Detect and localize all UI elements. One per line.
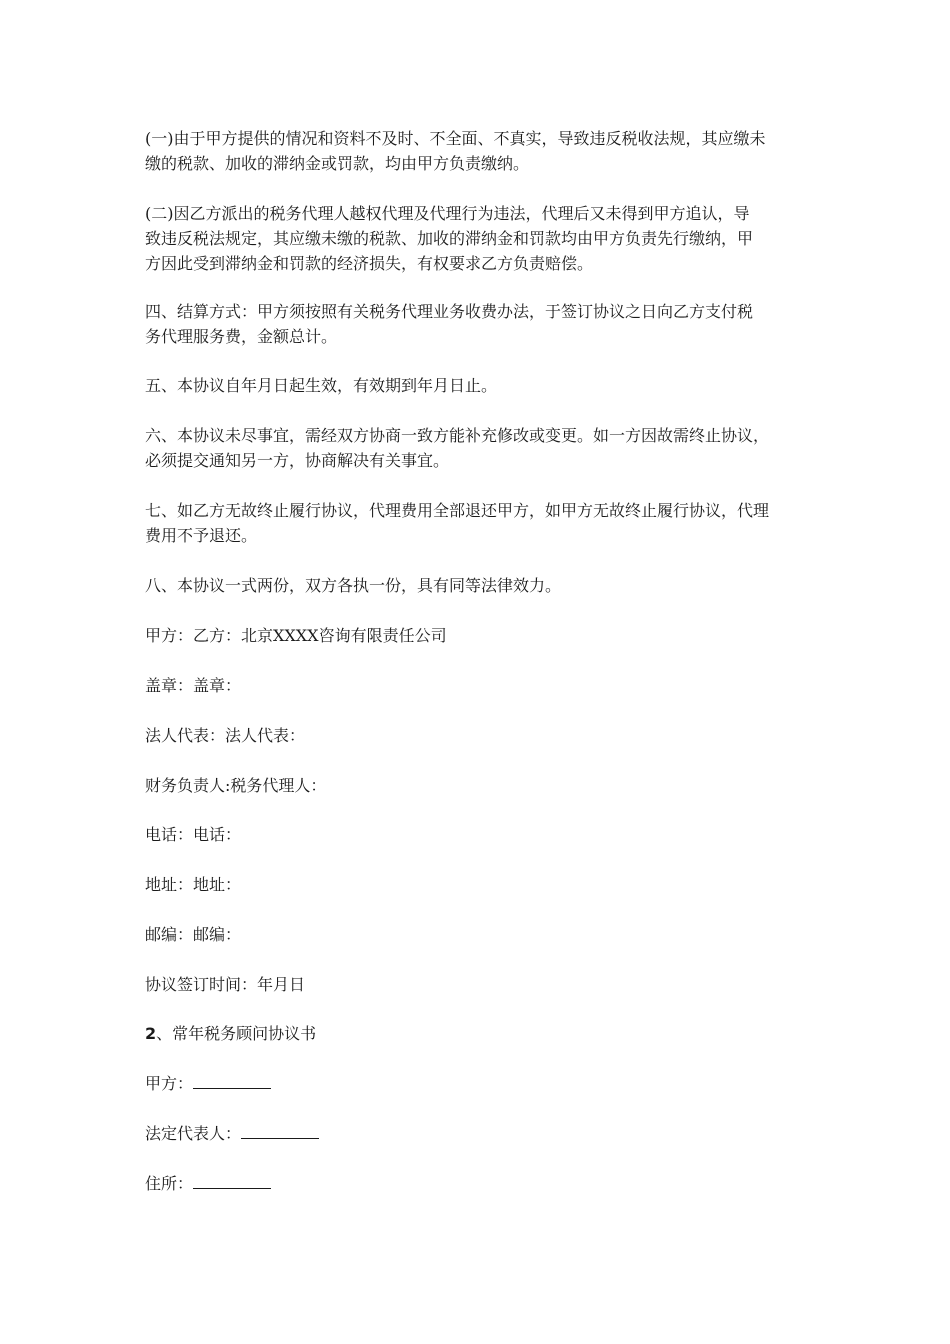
- paragraph-settlement: [145, 299, 810, 349]
- text-line: 六、本协议未尽事宜，需经双方协商一致方能补充修改或变更。如一方因故需终止协议，: [145, 426, 770, 445]
- text-line: 五、本协议自年月日起生效，有效期到年月日止。: [145, 376, 498, 395]
- signature-seal: [145, 673, 810, 698]
- text-line: 法人代表：法人代表：: [145, 726, 306, 745]
- signature-postcode: [145, 922, 810, 947]
- signature-date: [145, 972, 810, 997]
- text-line: 八、本协议一式两份，双方各执一份，具有同等法律效力。: [145, 576, 562, 595]
- text-line: 必须提交通知另一方，协商解决有关事宜。: [145, 451, 450, 470]
- field-label: 法定代表人：: [145, 1124, 242, 1143]
- text-line: 七、如乙方无故终止履行协议，代理费用全部退还甲方，如甲方无故终止履行协议，代理: [145, 501, 770, 520]
- section-number: 2: [145, 1024, 157, 1043]
- signature-legal-rep: [145, 723, 810, 748]
- text-line: 邮编：邮编：: [145, 925, 242, 944]
- field-domicile: [145, 1171, 810, 1196]
- blank-underline: [193, 1072, 271, 1089]
- signature-address: [145, 872, 810, 897]
- paragraph-effective-date: [145, 373, 810, 398]
- text-line: 方因此受到滞纳金和罚款的经济损失，有权要求乙方负责赔偿。: [145, 254, 594, 273]
- paragraph-liability-2: [145, 201, 810, 276]
- text-line: (一)由于甲方提供的情况和资料不及时、不全面、不真实，导致违反税收法规，其应缴未: [145, 129, 766, 148]
- text-line: (二)因乙方派出的税务代理人越权代理及代理行为违法，代理后又未得到甲方追认，导: [145, 204, 750, 223]
- field-label: 甲方：: [145, 1074, 194, 1093]
- field-party-a: [145, 1071, 810, 1096]
- section-heading: [145, 1021, 810, 1046]
- text-line: 电话：电话：: [145, 825, 242, 844]
- paragraph-amendments: [145, 423, 810, 473]
- paragraph-termination: [145, 498, 810, 548]
- signature-parties: [145, 623, 810, 648]
- text-line: 甲方：乙方：北京XXXX咨询有限责任公司: [145, 626, 447, 645]
- blank-underline: [193, 1172, 271, 1189]
- section-title-text: 、常年税务顾问协议书: [156, 1024, 317, 1043]
- paragraph-liability-1: [145, 126, 810, 176]
- text-line: 费用不予退还。: [145, 526, 258, 545]
- field-label: 住所：: [145, 1174, 194, 1193]
- text-line: 盖章：盖章：: [145, 676, 242, 695]
- section-title: [145, 1021, 810, 1046]
- blank-underline: [241, 1122, 319, 1139]
- form-field: [145, 1121, 810, 1146]
- text-line: 财务负责人:税务代理人：: [145, 776, 327, 795]
- form-field: [145, 1171, 810, 1196]
- paragraph-copies: [145, 573, 810, 598]
- text-line: 缴的税款、加收的滞纳金或罚款，均由甲方负责缴纳。: [145, 154, 530, 173]
- field-legal-representative: [145, 1121, 810, 1146]
- text-line: 务代理服务费，金额总计。: [145, 327, 338, 346]
- signature-finance-agent: [145, 773, 810, 798]
- text-line: 致违反税法规定，其应缴未缴的税款、加收的滞纳金和罚款均由甲方负责先行缴纳，甲: [145, 229, 754, 248]
- text-line: 地址：地址：: [145, 875, 242, 894]
- form-field: [145, 1071, 810, 1096]
- text-line: 四、结算方式：甲方须按照有关税务代理业务收费办法，于签订协议之日向乙方支付税: [145, 302, 754, 321]
- text-line: 协议签订时间：年月日: [145, 975, 306, 994]
- signature-phone: [145, 822, 810, 847]
